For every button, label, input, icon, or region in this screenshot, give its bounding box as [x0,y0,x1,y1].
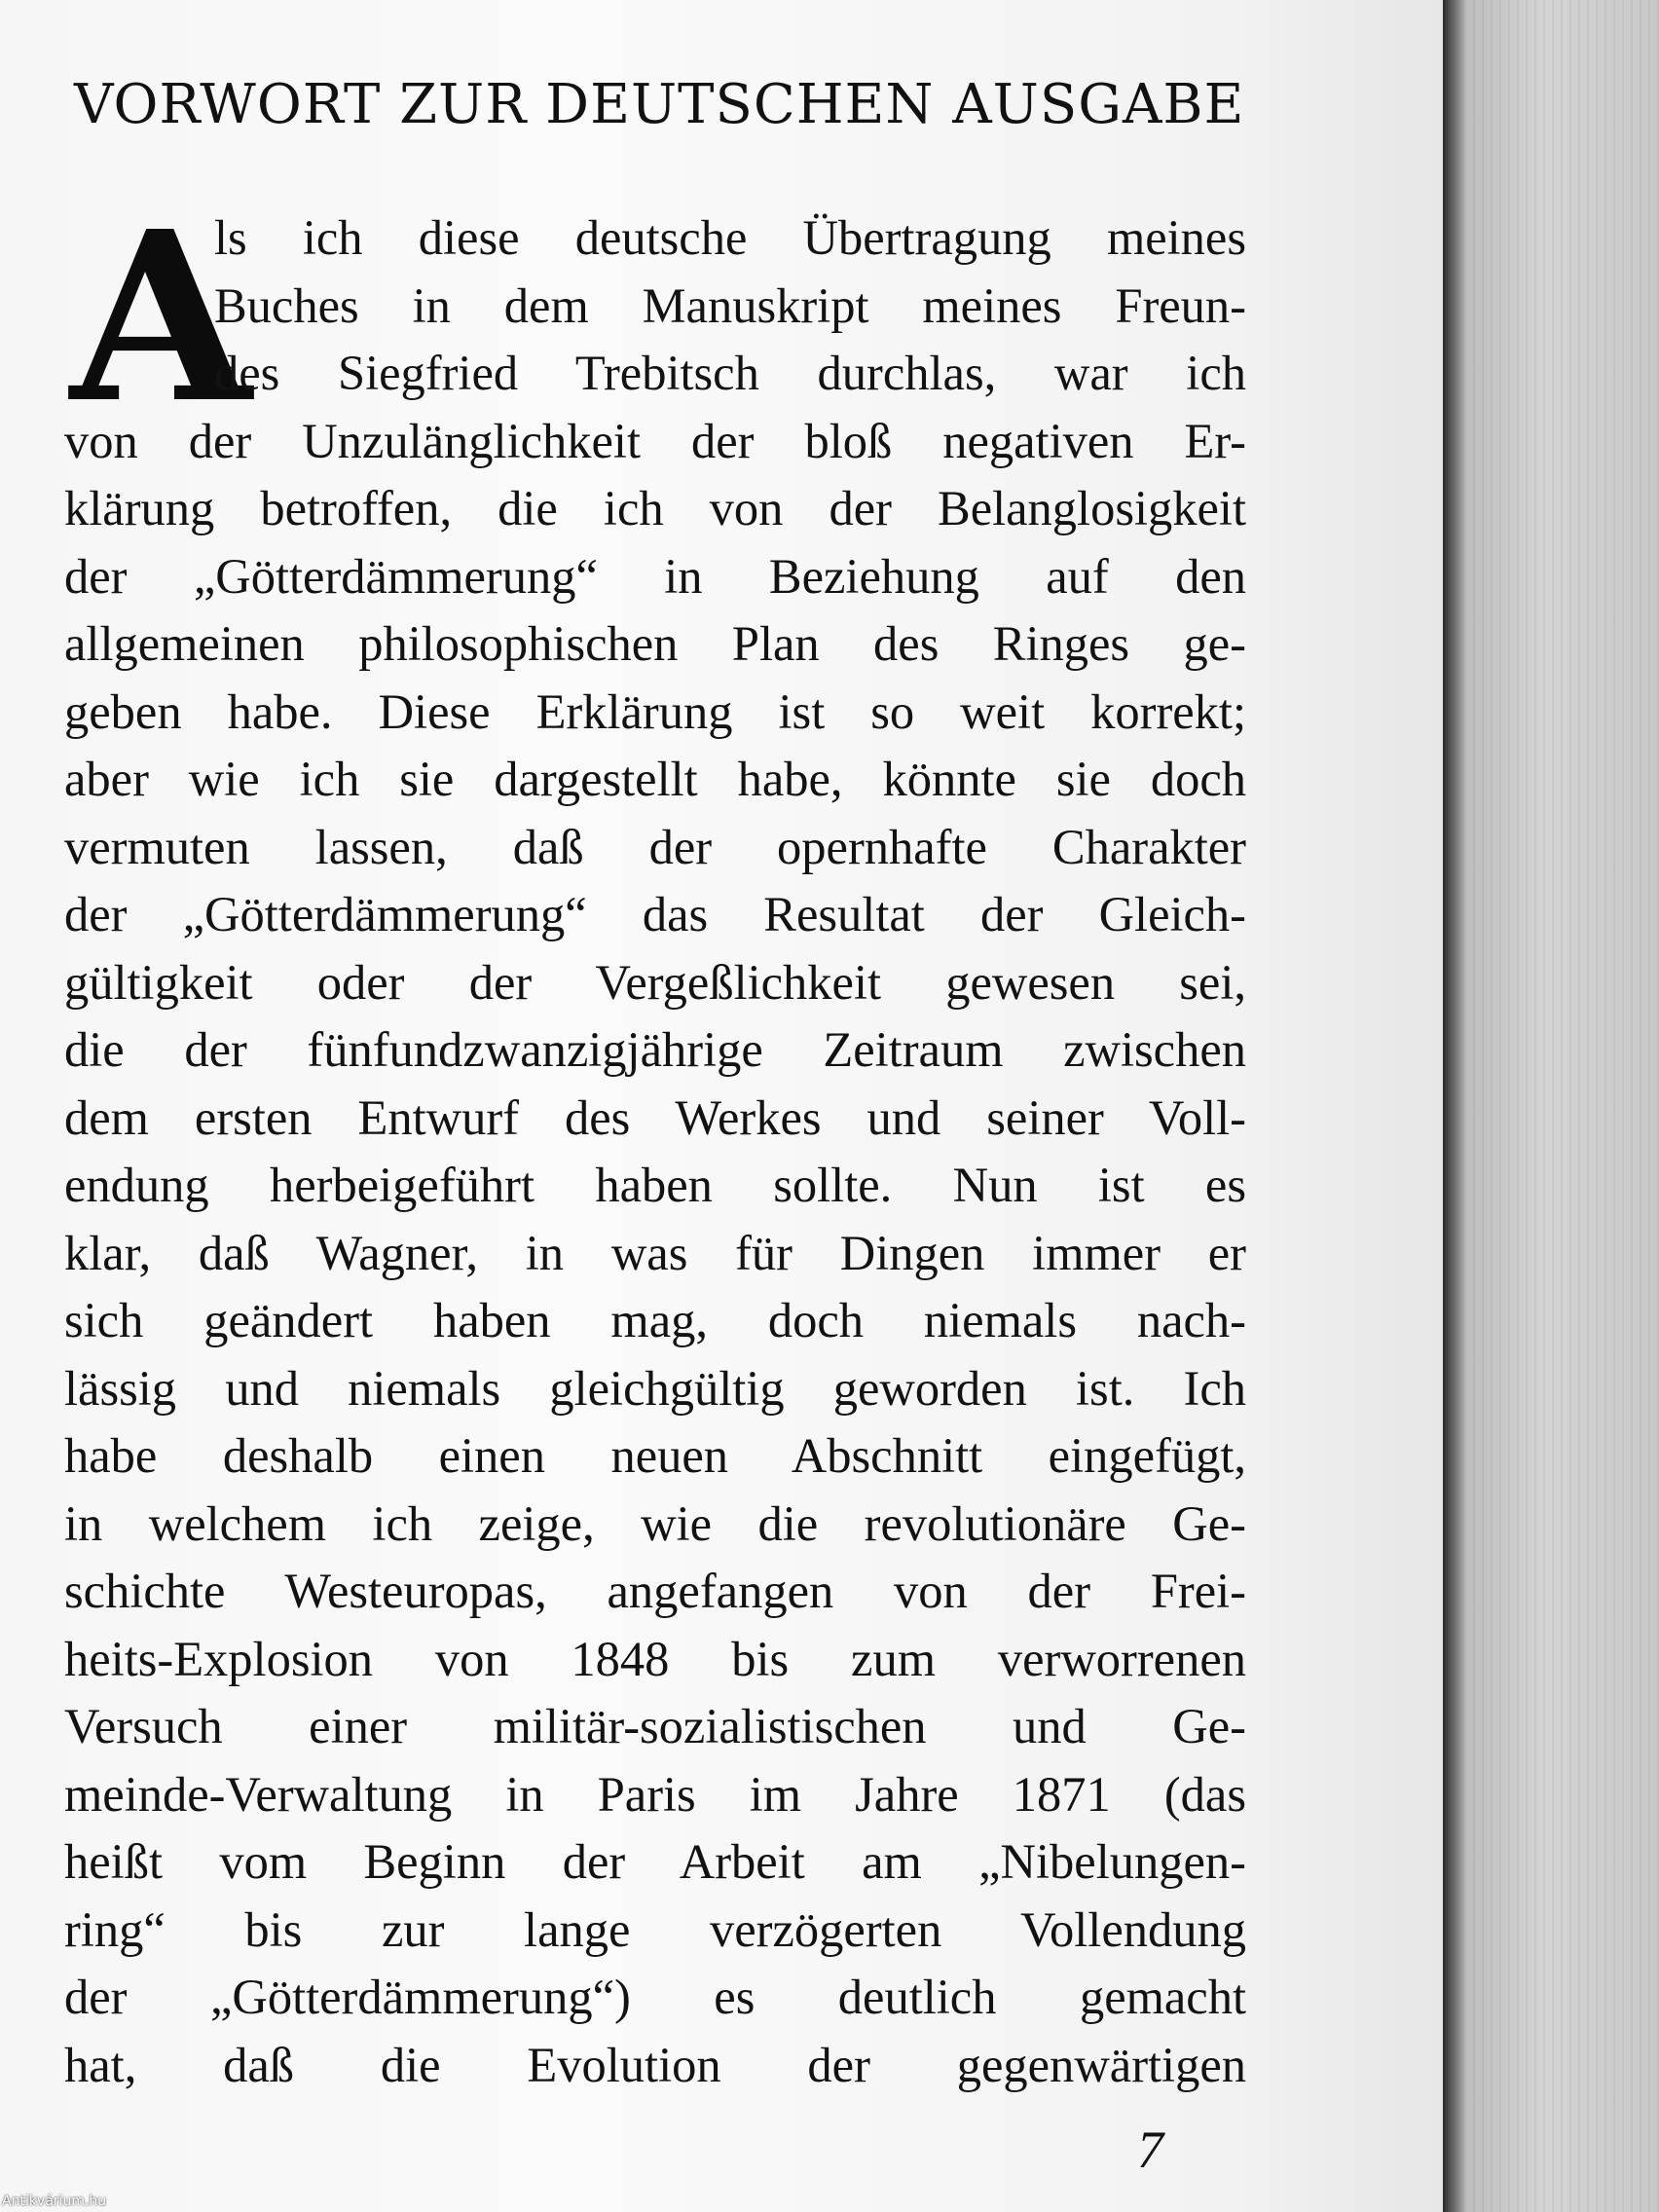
text-line: geben habe. Diese Erklärung ist so weit korrekt; [64,683,1246,739]
text-line: der „Götterdämmerung“ das Resultat der Gleich- [64,887,1246,941]
body-text [64,180,1246,2099]
text-line: aber wie ich sie dargestellt habe, könnte sie doch [64,752,1246,806]
text-line: heißt vom Beginn der Arbeit am „Nibelungen- [64,1834,1246,1889]
text-line: lässig und niemals gleichgültig geworden ist. Ich [64,1360,1246,1416]
page-number: 7 [1137,2120,1163,2179]
text-line: Versuch einer militär-sozialistischen und Ge- [64,1699,1246,1753]
text-line: von der Unzulänglichkeit der bloß negativen Er- [64,413,1246,468]
text-line: ls ich diese deutsche Übertragung meines [214,210,1246,265]
text-line: des Siegfried Trebitsch durchlas, war ich [214,346,1246,400]
text-line: heits-Explosion von 1848 bis zum verworrenen [64,1631,1246,1686]
drop-cap: A [70,180,252,455]
text-line: in welchem ich zeige, wie die revolutionäre Ge- [64,1495,1246,1551]
text-line: klärung betroffen, die ich von der Belanglosigkeit [64,481,1246,535]
page-title: VORWORT ZUR DEUTSCHEN AUSGABE [74,73,1245,136]
text-line: die der fünfundzwanzigjährige Zeitraum zwischen [64,1022,1246,1077]
text-line: der „Götterdämmerung“ in Beziehung auf den [64,548,1246,604]
text-line: habe deshalb einen neuen Abschnitt eingefügt, [64,1428,1246,1483]
text-line: sich geändert haben mag, doch niemals nach- [64,1293,1246,1347]
text-line: der „Götterdämmerung“) es deutlich gemacht [64,1970,1246,2024]
text-line: Buches in dem Manuskript meines Freun- [214,277,1246,333]
text-line: hat, daß die Evolution der gegenwärtigen [64,2037,1246,2092]
text-line: klar, daß Wagner, in was für Dingen immer er [64,1225,1246,1280]
text-line: ring“ bis zur lange verzögerten Vollendung [64,1901,1246,1957]
adjacent-page-edge [1464,0,1659,2212]
watermark: Antikvárium.hu [2,2194,107,2209]
gutter-shadow [1443,0,1464,2212]
text-line: allgemeinen philosophischen Plan des Ringes ge- [64,616,1246,671]
text-line: gültigkeit oder der Vergeßlichkeit gewesen sei, [64,954,1246,1010]
text-line: meinde-Verwaltung in Paris im Jahre 1871 (das [64,1766,1246,1822]
text-line: endung herbeigeführt haben sollte. Nun ist es [64,1158,1246,1212]
text-line: schichte Westeuropas, angefangen von der Frei- [64,1564,1246,1618]
text-line: vermuten lassen, daß der opernhafte Charakter [64,819,1246,874]
text-line: dem ersten Entwurf des Werkes und seiner Voll- [64,1089,1246,1145]
